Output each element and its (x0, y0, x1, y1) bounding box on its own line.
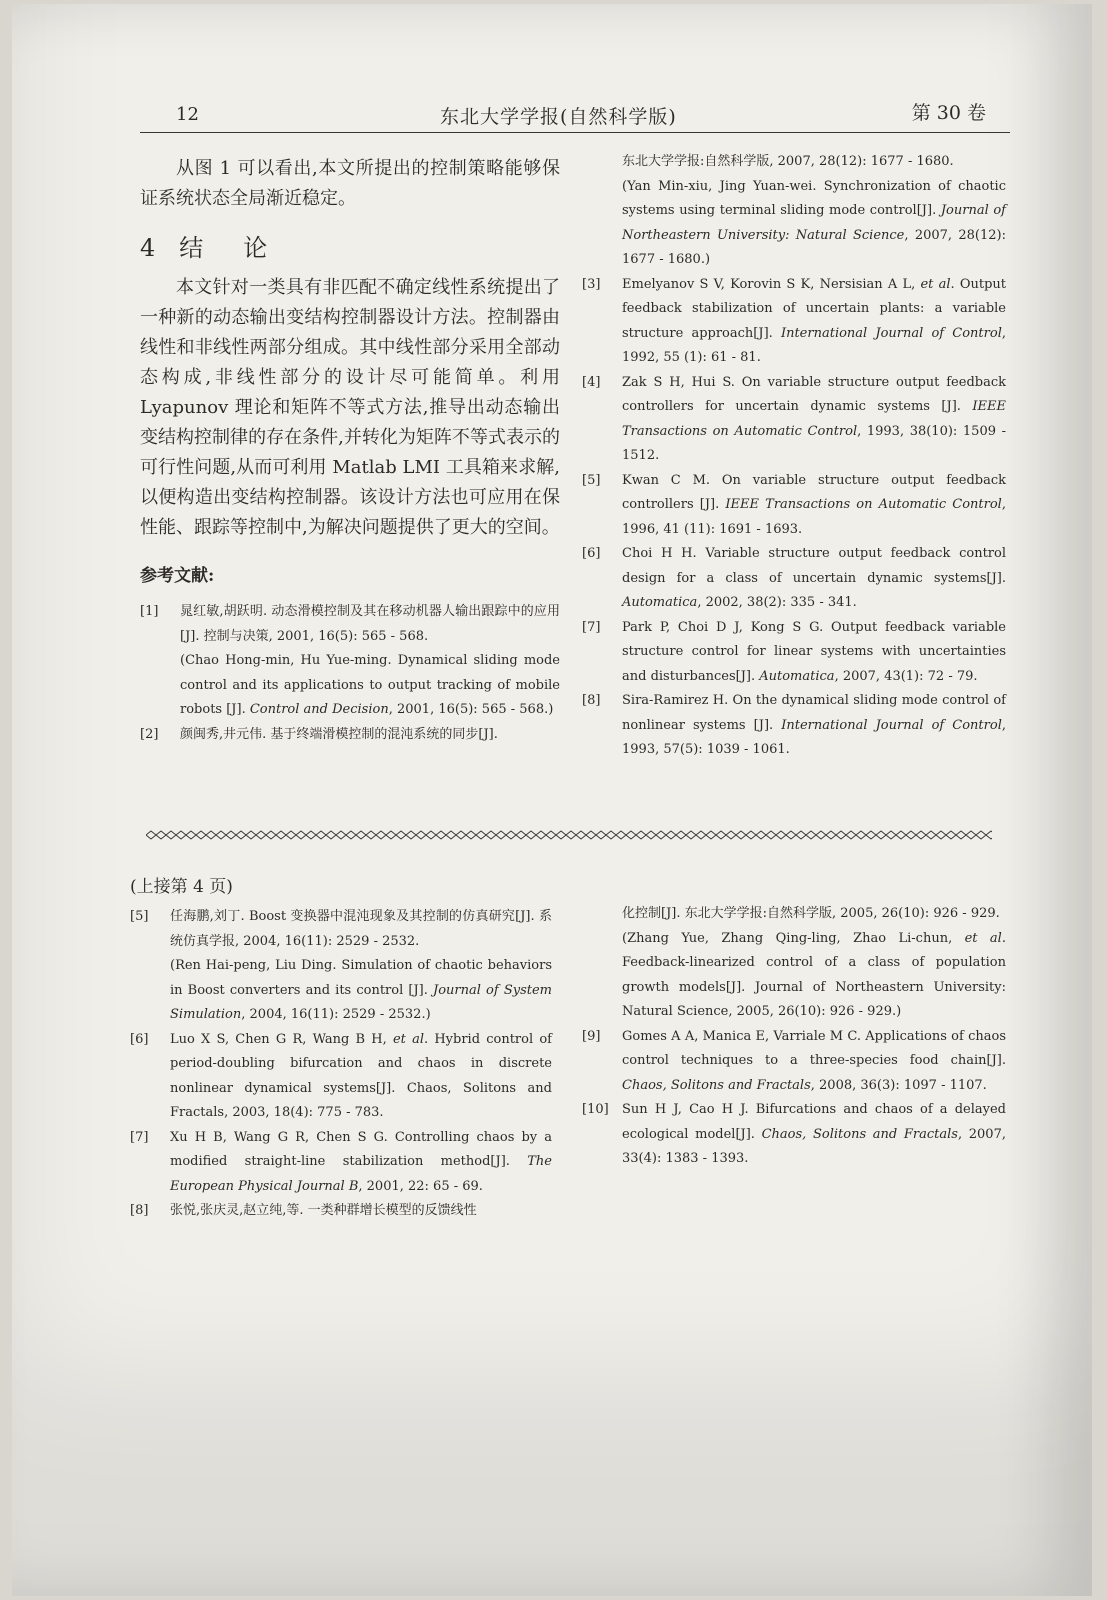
reference-text-cn: 任海鹏,刘丁. Boost 变换器中混沌现象及其控制的仿真研究[J]. 系统仿真学报, 2004, 16(11): 2529 - 2532. (170, 909, 552, 949)
reference-journal: Automatica (759, 668, 835, 684)
reference-text-en: Xu H B, Wang G R, Chen S G. Controlling chaos by a modified straight-line stabilization method[J]. (170, 1129, 552, 1169)
reference-text: Choi H H. Variable structure output feedback control design for a class of uncertain dynamic systems[J]. (622, 546, 1006, 586)
section-title-part1: 结 (179, 234, 206, 262)
reference-number: [6] (582, 546, 601, 561)
reference-number: [3] (582, 276, 601, 292)
reference-text: Zak S H, Hui S. On variable structure output feedback controllers for uncertain dynamic systems [J]. (622, 374, 1006, 414)
reference-text: Kwan C M. On variable structure output feedback controllers [J]. (622, 472, 1006, 512)
right-column-top (582, 150, 1006, 763)
references-heading: 参考文献: (140, 566, 215, 586)
reference-item (130, 1126, 552, 1200)
reference-continuation (582, 902, 1006, 1025)
reference-item (582, 1098, 1006, 1172)
reference-text-en-end: , 2001, 22: 65 - 69. (358, 1178, 483, 1194)
reference-item (140, 600, 560, 723)
reference-item (582, 371, 1006, 469)
reference-text: Sira-Ramirez H. On the dynamical sliding mode control of nonlinear systems [J]. (622, 693, 1006, 733)
reference-journal: Chaos, Solitons and Fractals (761, 1126, 958, 1142)
reference-number: [9] (582, 1028, 601, 1044)
reference-text: Park P, Choi D J, Kong S G. Output feedback variable structure control for linear systems with uncertainties and disturbances[J]. (622, 619, 1006, 684)
section-number: 4 (140, 234, 158, 262)
reference-text-end: , 1993, 57(5): 1039 - 1061. (622, 717, 1006, 757)
reference-text-en: (Ren Hai-peng, Liu Ding. Simulation of chaotic behaviors in Boost converters and its control [J]. (170, 958, 552, 998)
reference-item (582, 469, 1006, 543)
reference-journal: International Journal of Control (781, 717, 1002, 733)
reference-text-end: , 2007, 33(4): 1383 - 1393. (622, 1126, 1006, 1166)
section-title-part2: 论 (243, 234, 270, 262)
reference-text-cn: 东北大学学报:自然科学版, 2007, 28(12): 1677 - 1680. (622, 154, 954, 169)
reference-text-end: , 2002, 38(2): 335 - 341. (697, 595, 857, 610)
reference-number: [7] (582, 619, 601, 635)
reference-text-cn: 颜闽秀,井元伟. 基于终端滑模控制的混沌系统的同步[J]. (180, 726, 498, 742)
reference-journal: Journal of Northeastern University: Natural Science (622, 203, 1006, 243)
reference-text-mid: . Output feedback stabilization of uncertain plants: a variable structure approach[J]. (622, 276, 1006, 341)
reference-journal: Journal of System Simulation (170, 982, 552, 1022)
reference-italic: et al (392, 1031, 424, 1047)
reference-item (130, 1199, 552, 1224)
reference-journal: IEEE Transactions on Automatic Control (622, 399, 1006, 439)
reference-journal: Chaos, Solitons and Fractals (622, 1077, 811, 1093)
ornamental-divider (146, 830, 992, 840)
page-number: 12 (176, 104, 199, 125)
reference-italic: et al (920, 276, 951, 292)
reference-item (582, 273, 1006, 371)
reference-text-end: , 1992, 55 (1): 61 - 81. (622, 325, 1006, 365)
reference-text: Emelyanov S V, Korovin S K, Nersisian A L, (622, 276, 921, 292)
reference-text-end: , 1993, 38(10): 1509 - 1512. (622, 423, 1006, 463)
left-column-bottom (130, 872, 552, 1224)
reference-text-en-end: . Feedback-linearized control of a class of population growth models[J]. Journal of Northeastern University: Natural Science, 2005, 26(10): 926 - 929.) (622, 930, 1006, 1019)
reference-number: [8] (582, 693, 601, 708)
reference-journal: Control and Decision (249, 702, 389, 717)
reference-number: [1] (140, 604, 159, 619)
reference-text-en-end: , 2001, 16(5): 565 - 568.) (388, 702, 554, 717)
reference-item (130, 905, 552, 1028)
reference-item (130, 1028, 552, 1126)
volume-label: 第 30 卷 (911, 102, 986, 124)
reference-text-end: , 1996, 41 (11): 1691 - 1693. (622, 497, 1006, 537)
left-column-top (140, 154, 560, 747)
reference-number: [2] (140, 726, 159, 742)
reference-item (582, 1025, 1006, 1099)
journal-page (12, 4, 1092, 1596)
reference-number: [7] (130, 1129, 149, 1145)
reference-number: [5] (582, 472, 601, 488)
reference-text-end: , 2008, 36(3): 1097 - 1107. (810, 1077, 987, 1093)
reference-journal: The European Physical Journal B (170, 1154, 552, 1194)
reference-item (582, 689, 1006, 763)
reference-text-en-end: , 2007, 28(12): 1677 - 1680.) (622, 227, 1006, 267)
running-header (140, 96, 1010, 133)
reference-italic: et al (964, 930, 1002, 946)
reference-text-cn: 晁红敏,胡跃明. 动态滑模控制及其在移动机器人输出跟踪中的应用[J]. 控制与决策, 2001, 16(5): 565 - 568. (180, 604, 560, 644)
reference-item (140, 723, 560, 748)
continued-from-label: (上接第 4 页) (130, 877, 233, 897)
reference-text-end: , 2007, 43(1): 72 - 79. (834, 668, 978, 684)
conclusion-paragraph: 本文针对一类具有非匹配不确定线性系统提出了一种新的动态输出变结构控制器设计方法。控制器由线性和非线性两部分组成。其中线性部分采用全部动态构成,非线性部分的设计尽可能简单。利用 Lyapunov 理论和矩阵不等式方法,推导出动态输出变结构控制律的存在条件,并转化为矩阵不等式表示的可行性问题,从而可利用 Matlab LMI 工具箱来求解,以便构造出变结构控制器。该设计方法也可应用在保性能、跟踪等控制中,为解决问题提供了更大的空间。 (140, 277, 560, 538)
reference-journal: IEEE Transactions on Automatic Control (725, 497, 1002, 512)
reference-continuation (582, 150, 1006, 273)
reference-journal: Automatica (622, 595, 698, 610)
intro-paragraph: 从图 1 可以看出,本文所提出的控制策略能够保证系统状态全局渐近稳定。 (140, 158, 560, 209)
reference-text: Gomes A A, Manica E, Varriale M C. Applications of chaos control techniques to a three-species food chain[J]. (622, 1028, 1006, 1068)
reference-text: Sun H J, Cao H J. Bifurcations and chaos of a delayed ecological model[J]. (622, 1102, 1006, 1142)
reference-number: [5] (130, 909, 149, 924)
reference-item (582, 616, 1006, 690)
reference-number: [10] (582, 1102, 609, 1117)
reference-text-en: (Zhang Yue, Zhang Qing-ling, Zhao Li-chun, (622, 930, 965, 946)
reference-text-cn: 化控制[J]. 东北大学学报:自然科学版, 2005, 26(10): 926 - 929. (622, 906, 1000, 921)
reference-text-cn: 张悦,张庆灵,赵立纯,等. 一类种群增长模型的反馈线性 (170, 1203, 477, 1218)
reference-text-en: Luo X S, Chen G R, Wang B H, (170, 1031, 393, 1047)
reference-text-en-end: . Hybrid control of period-doubling bifurcation and chaos in discrete nonlinear dynamical systems[J]. Chaos, Solitons and Fractals, 2003, 18(4): 775 - 783. (170, 1031, 552, 1120)
reference-journal: International Journal of Control (780, 325, 1002, 341)
reference-text-en-end: , 2004, 16(11): 2529 - 2532.) (241, 1007, 431, 1022)
journal-title: 东北大学学报(自然科学版) (440, 106, 677, 128)
reference-number: [8] (130, 1203, 149, 1218)
reference-number: [4] (582, 374, 601, 390)
reference-number: [6] (130, 1031, 149, 1047)
reference-text-en: (Chao Hong-min, Hu Yue-ming. Dynamical sliding mode control and its applications to output tracking of mobile robots [J]. (180, 653, 560, 717)
section-heading-conclusion (140, 228, 560, 263)
reference-text-en: (Yan Min-xiu, Jing Yuan-wei. Synchronization of chaotic systems using terminal sliding mode control[J]. (622, 178, 1006, 218)
reference-item (582, 542, 1006, 616)
right-column-bottom (582, 902, 1006, 1172)
